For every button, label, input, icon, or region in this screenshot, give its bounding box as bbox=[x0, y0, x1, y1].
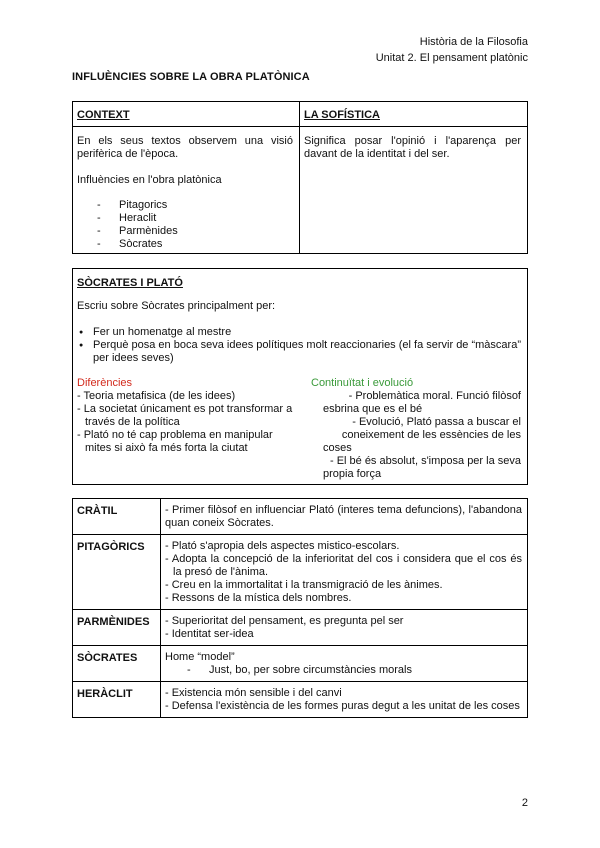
continuity-line: coneixement de les essències de les bbox=[341, 429, 521, 441]
continuity-line: - Evolució, Plató passa a buscar el bbox=[352, 416, 521, 428]
continuity-line: - El bé és absolut, s'imposa per la seva bbox=[329, 455, 521, 467]
row-label: CRÀTIL bbox=[73, 499, 161, 535]
difference-item: - Teoria metafisica (de les idees) bbox=[77, 390, 236, 402]
list-item: - Parmènides bbox=[97, 225, 293, 238]
row-label: PARMÈNIDES bbox=[73, 610, 161, 646]
influences-label: Influències en l'obra platònica bbox=[77, 174, 222, 186]
table-row bbox=[73, 682, 528, 718]
difference-item: - La societat únicament es pot transformar a través de la política bbox=[77, 403, 293, 428]
row-line: - Primer filòsof en influenciar Plató (interes tema defuncions), l'abandona quan coneix Sòcrates. bbox=[165, 504, 522, 529]
sofistica-heading: LA SOFÍSTICA bbox=[304, 109, 380, 121]
list-item: - Just, bo, per sobre circumstàncies morals bbox=[187, 664, 522, 677]
continuity-item bbox=[311, 416, 521, 455]
list-item: ● Fer un homenatge al mestre bbox=[79, 326, 521, 339]
continuity-line: coses bbox=[323, 442, 352, 454]
page-header bbox=[376, 34, 528, 66]
table-row bbox=[73, 610, 528, 646]
row-line: - Defensa l'existència de les formes puras degut a les unitat de les coses bbox=[165, 700, 520, 712]
row-line: - Adopta la concepció de la inferioritat del cos i considera que el cos és la presó de l'ànima. bbox=[165, 553, 522, 578]
row-value bbox=[161, 646, 528, 682]
row-line: - Existencia món sensible i del canvi bbox=[165, 687, 342, 699]
row-label: PITAGÒRICS bbox=[73, 535, 161, 610]
list-item: - Sòcrates bbox=[97, 238, 293, 251]
continuity-label: Continuïtat i evolució bbox=[311, 377, 414, 389]
differences-column bbox=[77, 377, 297, 455]
continuity-item bbox=[311, 455, 521, 481]
row-sublist bbox=[165, 664, 522, 677]
list-item: - Heraclit bbox=[97, 212, 293, 225]
socrates-plato-heading: SÒCRATES I PLATÓ bbox=[77, 277, 183, 289]
row-line: - Ressons de la mística dels nombres. bbox=[165, 592, 352, 604]
influences-table bbox=[72, 498, 528, 718]
influences-list bbox=[97, 199, 293, 251]
sofistica-paragraph: Significa posar l'opinió i l'aparença per davant de la identitat i del ser. bbox=[304, 135, 521, 160]
socrates-plato-box bbox=[72, 268, 528, 485]
continuity-line: esbrina que es el bé bbox=[323, 403, 423, 415]
row-line: Home “model” bbox=[165, 651, 235, 663]
row-line: - Identitat ser-idea bbox=[165, 628, 254, 640]
difference-item: - Plató no té cap problema en manipular mites si això fa més forta la ciutat bbox=[77, 429, 273, 454]
context-heading: CONTEXT bbox=[77, 109, 130, 121]
page-number: 2 bbox=[521, 797, 528, 809]
divider bbox=[300, 126, 527, 127]
reasons-list bbox=[79, 326, 521, 365]
row-label: HERÀCLIT bbox=[73, 682, 161, 718]
context-column bbox=[73, 102, 300, 253]
row-value bbox=[161, 499, 528, 535]
row-value bbox=[161, 682, 528, 718]
continuity-item bbox=[311, 390, 521, 416]
row-value bbox=[161, 535, 528, 610]
context-paragraph: En els seus textos observem una visió perifèrica de l'època. bbox=[77, 135, 293, 160]
header-subject: Història de la Filosofia bbox=[419, 36, 528, 48]
row-label: SÒCRATES bbox=[73, 646, 161, 682]
header-unit: Unitat 2. El pensament platònic bbox=[375, 52, 528, 64]
continuity-column bbox=[311, 377, 521, 481]
sofistica-column bbox=[300, 102, 527, 253]
table-row bbox=[73, 499, 528, 535]
socrates-plato-intro: Escriu sobre Sòcrates principalment per: bbox=[77, 300, 276, 312]
list-item: ● Perquè posa en boca seva idees polítiques molt reaccionaries (el fa servir de “màscara” per idees seves) bbox=[79, 339, 521, 365]
row-line: - Plató s'apropia dels aspectes mistico-escolars. bbox=[165, 540, 400, 552]
row-line: - Creu en la immortalitat i la transmigració de les ànimes. bbox=[165, 579, 443, 591]
table-row bbox=[73, 646, 528, 682]
divider bbox=[73, 126, 299, 127]
continuity-line: - Problemàtica moral. Funció filòsof bbox=[348, 390, 521, 402]
row-line: - Superioritat del pensament, es pregunta pel ser bbox=[165, 615, 404, 627]
context-sofistica-box bbox=[72, 101, 528, 254]
row-value bbox=[161, 610, 528, 646]
table-row bbox=[73, 535, 528, 610]
differences-label: Diferències bbox=[77, 377, 133, 389]
document-title: INFLUÈNCIES SOBRE LA OBRA PLATÒNICA bbox=[72, 71, 310, 83]
continuity-line: propia força bbox=[323, 468, 382, 480]
list-item: - Pitagorics bbox=[97, 199, 293, 212]
